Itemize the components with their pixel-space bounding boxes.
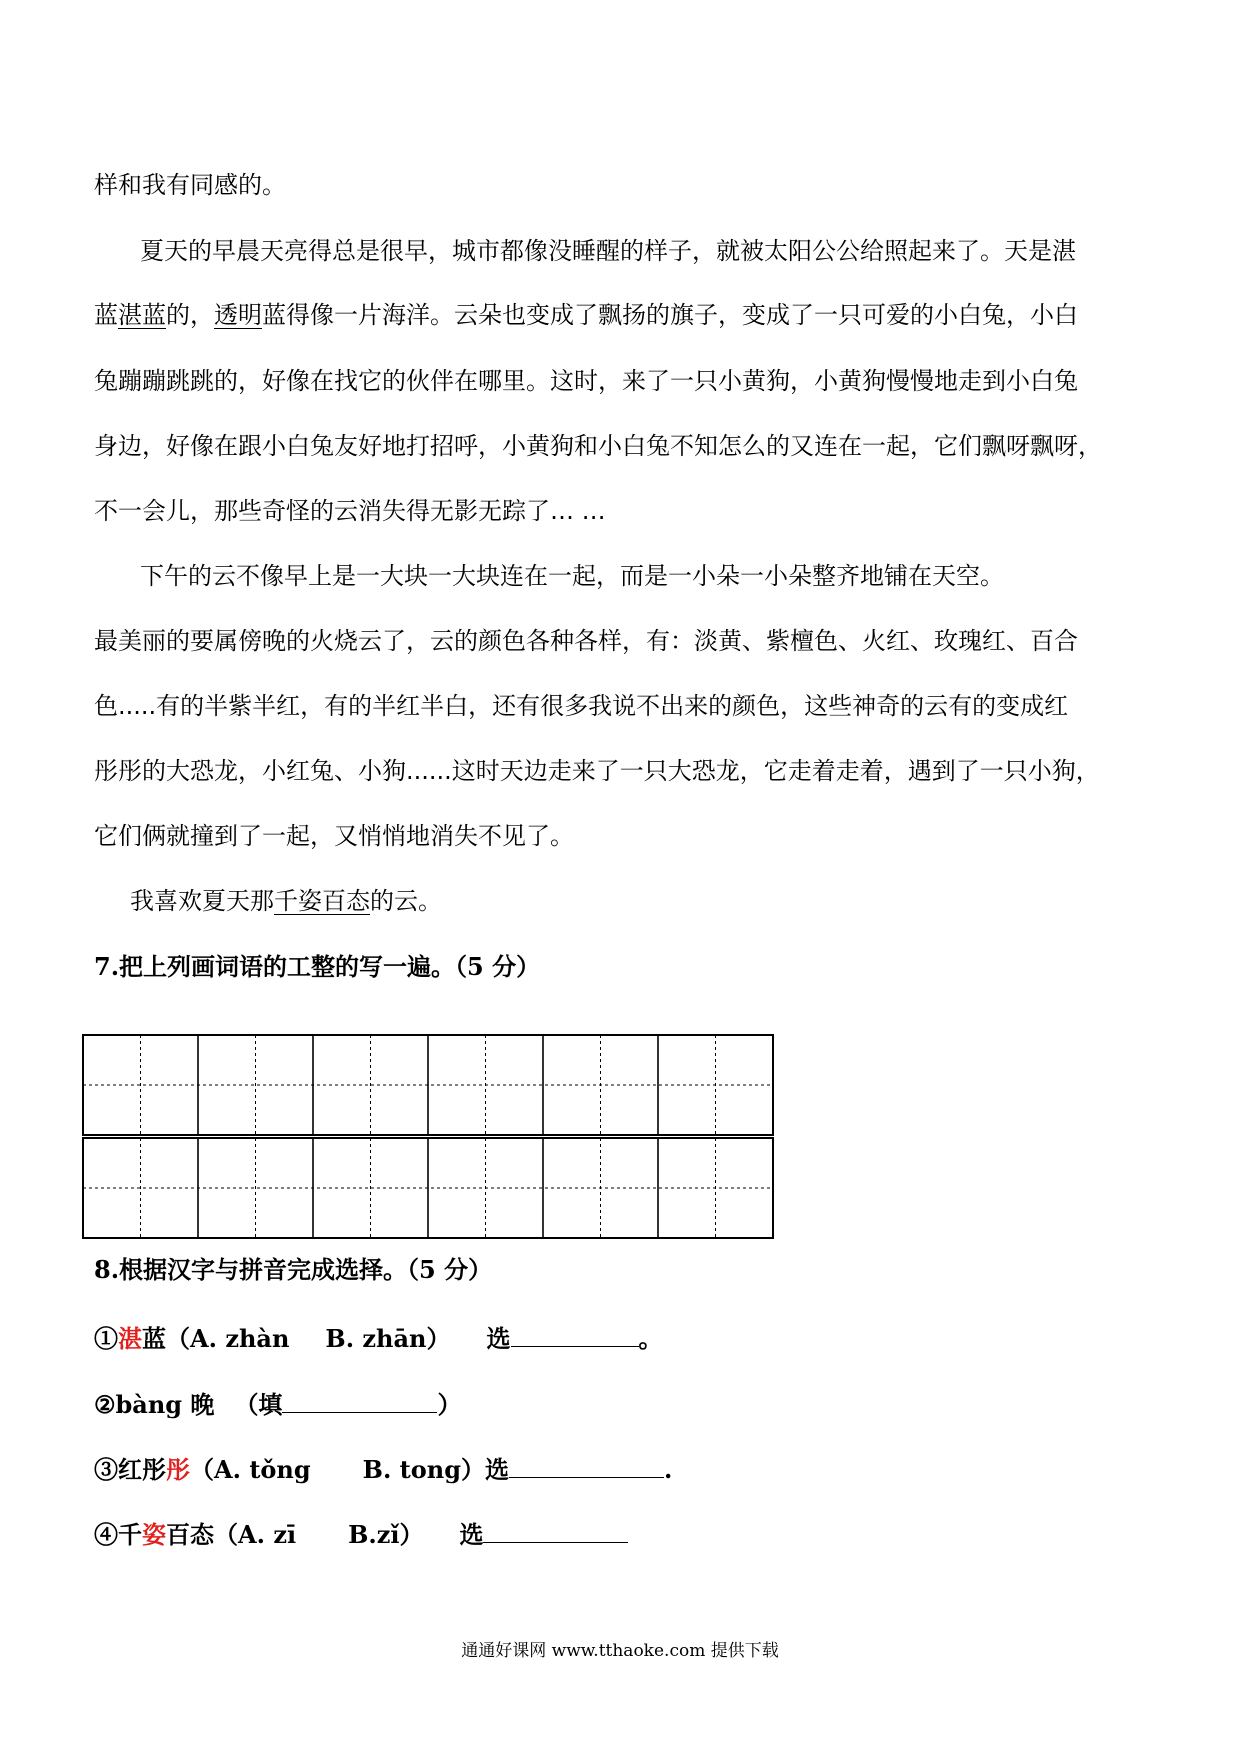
- choice-item-1: [94, 1322, 663, 1354]
- writing-grid-svg: [82, 1034, 782, 1244]
- writing-grid[interactable]: [82, 1034, 782, 1248]
- passage-line-11: 它们俩就撞到了一起，又悄悄地消失不见了。: [94, 822, 574, 850]
- option-b: B.zǐ）: [348, 1520, 424, 1549]
- item-text: 蓝（A. zhàn: [142, 1324, 290, 1353]
- item-text: 百态（A. zī: [166, 1520, 297, 1549]
- answer-blank-1[interactable]: [511, 1322, 639, 1347]
- item-end: .: [663, 1455, 673, 1484]
- item-end: ）: [437, 1390, 462, 1419]
- passage-text: 蓝: [94, 301, 118, 329]
- option-b: B. zhān）: [325, 1324, 451, 1353]
- passage-line-7: 下午的云不像早上是一大块一大块连在一起，而是一小朵一小朵整齐地铺在天空。: [140, 562, 1004, 590]
- item-text: （A. tǒng: [190, 1455, 311, 1484]
- passage-text: 蓝得像一片海洋。云朵也变成了飘扬的旗子，变成了一只可爱的小白兔，小白: [262, 301, 1078, 329]
- passage-line-3: [94, 300, 1078, 330]
- underlined-word: 湛蓝: [118, 301, 166, 329]
- highlight-char: 彤: [166, 1455, 190, 1484]
- fill-label: （填: [234, 1390, 283, 1419]
- passage-line-6: 不一会儿，那些奇怪的云消失得无影无踪了… …: [94, 497, 606, 525]
- highlight-char: 姿: [142, 1520, 166, 1549]
- highlight-char: 湛: [118, 1324, 142, 1353]
- passage-text: 的云。: [370, 887, 442, 915]
- passage-line-9: 色.....有的半紫半红，有的半红半白，还有很多我说不出来的颜色，这些神奇的云有的变成红: [94, 692, 1069, 720]
- underlined-word: 透明: [214, 301, 262, 329]
- item-number: ①: [94, 1324, 118, 1353]
- choice-item-3: [94, 1453, 672, 1485]
- question-7-title: 7.把上列画词语的工整的写一遍。（5 分）: [94, 952, 541, 981]
- choice-item-2: [94, 1388, 461, 1420]
- answer-blank-3[interactable]: [509, 1453, 664, 1478]
- passage-text: 我喜欢夏天那: [130, 887, 274, 915]
- choice-item-4: [94, 1518, 628, 1550]
- item-text: 千: [118, 1520, 142, 1549]
- choose-label: 选: [459, 1520, 484, 1549]
- page-footer: 通通好课网 www.tthaoke.com 提供下载: [461, 1641, 779, 1661]
- passage-text: 的，: [166, 301, 214, 329]
- question-8-title: 8.根据汉字与拼音完成选择。（5 分）: [94, 1255, 493, 1284]
- option-b: B. tong）选: [362, 1455, 509, 1484]
- answer-blank-2[interactable]: [282, 1388, 437, 1413]
- passage-line-2: 夏天的早晨天亮得总是很早，城市都像没睡醒的样子，就被太阳公公给照起来了。天是湛: [140, 237, 1076, 265]
- passage-line-5: 身边，好像在跟小白兔友好地打招呼，小黄狗和小白兔不知怎么的又连在一起，它们飘呀飘呀，: [94, 432, 1102, 460]
- passage-line-4: 兔蹦蹦跳跳的，好像在找它的伙伴在哪里。这时，来了一只小黄狗，小黄狗慢慢地走到小白兔: [94, 367, 1078, 395]
- item-end: 。: [638, 1324, 663, 1353]
- item-text: bàng 晚: [115, 1390, 215, 1419]
- item-number: ③: [94, 1455, 118, 1484]
- item-text: 红彤: [118, 1455, 166, 1484]
- choose-label: 选: [486, 1324, 511, 1353]
- grid-columns: [141, 1035, 716, 1238]
- passage-line-12: [130, 886, 442, 916]
- underlined-word: 千姿百态: [274, 887, 370, 915]
- item-number: ②: [94, 1390, 116, 1419]
- passage-line-10: 彤彤的大恐龙，小红兔、小狗......这时天边走来了一只大恐龙，它走着走着，遇到了一只小狗，: [94, 757, 1100, 785]
- passage-line-8: 最美丽的要属傍晚的火烧云了，云的颜色各种各样，有：淡黄、紫檀色、火红、玫瑰红、百合: [94, 627, 1078, 655]
- answer-blank-4[interactable]: [483, 1518, 628, 1543]
- passage-line-1: 样和我有同感的。: [94, 171, 286, 199]
- item-number: ④: [94, 1520, 118, 1549]
